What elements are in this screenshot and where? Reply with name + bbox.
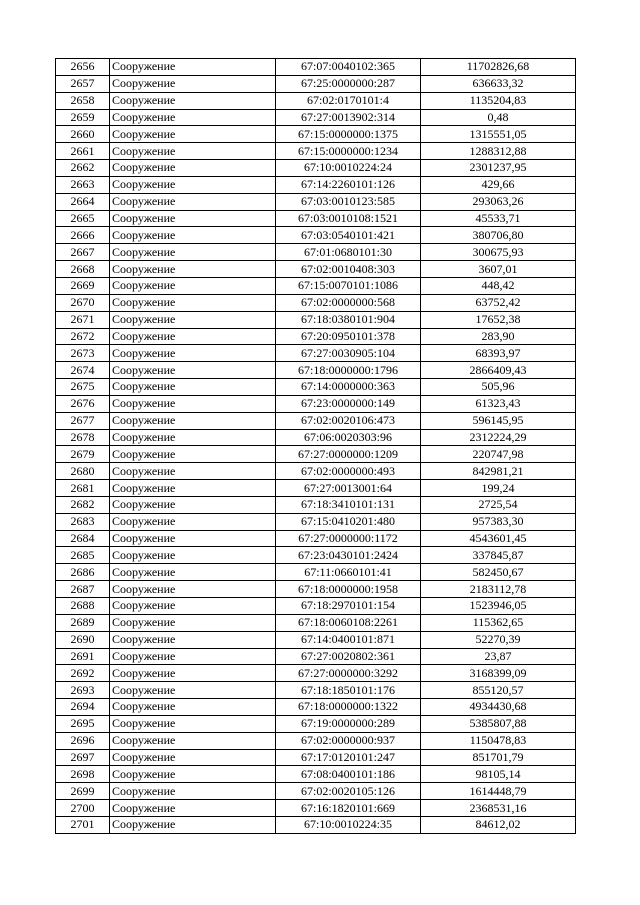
- table-row: [56, 732, 576, 749]
- object-type-cell: Сооружение: [110, 75, 276, 92]
- row-number-cell: 2664: [56, 193, 110, 210]
- cadastral-value-cell: 636633,32: [421, 75, 576, 92]
- cadastral-number-cell: 67:17:0120101:247: [276, 749, 421, 766]
- table-row: [56, 412, 576, 429]
- table-row: [56, 395, 576, 412]
- table-row: [56, 379, 576, 396]
- cadastral-value-cell: 61323,43: [421, 395, 576, 412]
- row-number-cell: 2669: [56, 277, 110, 294]
- cadastral-number-cell: 67:14:2260101:126: [276, 176, 421, 193]
- table-row: [56, 715, 576, 732]
- table-row: [56, 345, 576, 362]
- cadastral-number-cell: 67:20:0950101:378: [276, 328, 421, 345]
- cadastral-number-cell: 67:14:0400101:871: [276, 631, 421, 648]
- table-row: [56, 176, 576, 193]
- table-row: [56, 160, 576, 177]
- table-row: [56, 513, 576, 530]
- table-row: [56, 362, 576, 379]
- row-number-cell: 2683: [56, 513, 110, 530]
- table-row: [56, 480, 576, 497]
- property-table: [55, 58, 576, 834]
- cadastral-number-cell: 67:27:0030905:104: [276, 345, 421, 362]
- cadastral-value-cell: 2866409,43: [421, 362, 576, 379]
- object-type-cell: Сооружение: [110, 766, 276, 783]
- cadastral-number-cell: 67:19:0000000:289: [276, 715, 421, 732]
- object-type-cell: Сооружение: [110, 496, 276, 513]
- table-row: [56, 631, 576, 648]
- table-row: [56, 614, 576, 631]
- object-type-cell: Сооружение: [110, 277, 276, 294]
- row-number-cell: 2692: [56, 665, 110, 682]
- row-number-cell: 2691: [56, 648, 110, 665]
- object-type-cell: Сооружение: [110, 412, 276, 429]
- object-type-cell: Сооружение: [110, 244, 276, 261]
- cadastral-value-cell: 337845,87: [421, 547, 576, 564]
- cadastral-number-cell: 67:18:0000000:1322: [276, 699, 421, 716]
- object-type-cell: Сооружение: [110, 581, 276, 598]
- cadastral-value-cell: 199,24: [421, 480, 576, 497]
- object-type-cell: Сооружение: [110, 379, 276, 396]
- cadastral-value-cell: 293063,26: [421, 193, 576, 210]
- cadastral-number-cell: 67:27:0013902:314: [276, 109, 421, 126]
- cadastral-value-cell: 17652,38: [421, 311, 576, 328]
- cadastral-value-cell: 957383,30: [421, 513, 576, 530]
- table-row: [56, 277, 576, 294]
- object-type-cell: Сооружение: [110, 92, 276, 109]
- row-number-cell: 2666: [56, 227, 110, 244]
- row-number-cell: 2698: [56, 766, 110, 783]
- cadastral-number-cell: 67:18:1850101:176: [276, 682, 421, 699]
- table-row: [56, 699, 576, 716]
- cadastral-value-cell: 4543601,45: [421, 530, 576, 547]
- cadastral-value-cell: 2368531,16: [421, 800, 576, 817]
- table-row: [56, 749, 576, 766]
- cadastral-value-cell: 448,42: [421, 277, 576, 294]
- table-row: [56, 92, 576, 109]
- object-type-cell: Сооружение: [110, 682, 276, 699]
- object-type-cell: Сооружение: [110, 513, 276, 530]
- cadastral-number-cell: 67:02:0000000:568: [276, 294, 421, 311]
- cadastral-number-cell: 67:16:1820101:669: [276, 800, 421, 817]
- table-row: [56, 665, 576, 682]
- row-number-cell: 2678: [56, 429, 110, 446]
- cadastral-value-cell: 45533,71: [421, 210, 576, 227]
- row-number-cell: 2695: [56, 715, 110, 732]
- table-row: [56, 446, 576, 463]
- cadastral-value-cell: 1614448,79: [421, 783, 576, 800]
- cadastral-number-cell: 67:27:0013001:64: [276, 480, 421, 497]
- cadastral-number-cell: 67:18:2970101:154: [276, 598, 421, 615]
- row-number-cell: 2687: [56, 581, 110, 598]
- cadastral-value-cell: 1135204,83: [421, 92, 576, 109]
- object-type-cell: Сооружение: [110, 530, 276, 547]
- table-row: [56, 648, 576, 665]
- cadastral-number-cell: 67:27:0000000:1209: [276, 446, 421, 463]
- cadastral-number-cell: 67:06:0020303:96: [276, 429, 421, 446]
- object-type-cell: Сооружение: [110, 227, 276, 244]
- cadastral-number-cell: 67:08:0400101:186: [276, 766, 421, 783]
- cadastral-value-cell: 851701,79: [421, 749, 576, 766]
- row-number-cell: 2697: [56, 749, 110, 766]
- table-row: [56, 682, 576, 699]
- row-number-cell: 2679: [56, 446, 110, 463]
- row-number-cell: 2700: [56, 800, 110, 817]
- object-type-cell: Сооружение: [110, 463, 276, 480]
- cadastral-number-cell: 67:07:0040102:365: [276, 59, 421, 76]
- object-type-cell: Сооружение: [110, 395, 276, 412]
- table-body: [56, 59, 576, 834]
- table-row: [56, 429, 576, 446]
- cadastral-number-cell: 67:02:0000000:493: [276, 463, 421, 480]
- cadastral-value-cell: 1523946,05: [421, 598, 576, 615]
- object-type-cell: Сооружение: [110, 816, 276, 833]
- object-type-cell: Сооружение: [110, 547, 276, 564]
- cadastral-number-cell: 67:27:0000000:3292: [276, 665, 421, 682]
- table-row: [56, 463, 576, 480]
- cadastral-value-cell: 3607,01: [421, 261, 576, 278]
- table-row: [56, 581, 576, 598]
- cadastral-value-cell: 63752,42: [421, 294, 576, 311]
- table-row: [56, 75, 576, 92]
- cadastral-number-cell: 67:10:0010224:24: [276, 160, 421, 177]
- cadastral-number-cell: 67:15:0000000:1234: [276, 143, 421, 160]
- cadastral-number-cell: 67:23:0000000:149: [276, 395, 421, 412]
- object-type-cell: Сооружение: [110, 648, 276, 665]
- row-number-cell: 2671: [56, 311, 110, 328]
- cadastral-number-cell: 67:18:0380101:904: [276, 311, 421, 328]
- object-type-cell: Сооружение: [110, 311, 276, 328]
- object-type-cell: Сооружение: [110, 176, 276, 193]
- table-row: [56, 598, 576, 615]
- cadastral-value-cell: 2312224,29: [421, 429, 576, 446]
- cadastral-number-cell: 67:10:0010224:35: [276, 816, 421, 833]
- table-row: [56, 109, 576, 126]
- table-row: [56, 564, 576, 581]
- row-number-cell: 2681: [56, 480, 110, 497]
- row-number-cell: 2696: [56, 732, 110, 749]
- table-row: [56, 227, 576, 244]
- cadastral-number-cell: 67:02:0020106:473: [276, 412, 421, 429]
- row-number-cell: 2699: [56, 783, 110, 800]
- object-type-cell: Сооружение: [110, 783, 276, 800]
- object-type-cell: Сооружение: [110, 362, 276, 379]
- cadastral-value-cell: 842981,21: [421, 463, 576, 480]
- table-row: [56, 59, 576, 76]
- cadastral-number-cell: 67:03:0010123:585: [276, 193, 421, 210]
- cadastral-value-cell: 84612,02: [421, 816, 576, 833]
- cadastral-value-cell: 596145,95: [421, 412, 576, 429]
- cadastral-number-cell: 67:15:0070101:1086: [276, 277, 421, 294]
- table-row: [56, 800, 576, 817]
- cadastral-value-cell: 855120,57: [421, 682, 576, 699]
- row-number-cell: 2667: [56, 244, 110, 261]
- table-row: [56, 547, 576, 564]
- cadastral-value-cell: 429,66: [421, 176, 576, 193]
- table-row: [56, 783, 576, 800]
- object-type-cell: Сооружение: [110, 59, 276, 76]
- cadastral-value-cell: 11702826,68: [421, 59, 576, 76]
- cadastral-number-cell: 67:01:0680101:30: [276, 244, 421, 261]
- cadastral-value-cell: 1315551,05: [421, 126, 576, 143]
- row-number-cell: 2662: [56, 160, 110, 177]
- cadastral-value-cell: 2301237,95: [421, 160, 576, 177]
- row-number-cell: 2680: [56, 463, 110, 480]
- cadastral-value-cell: 220747,98: [421, 446, 576, 463]
- cadastral-number-cell: 67:23:0430101:2424: [276, 547, 421, 564]
- cadastral-value-cell: 98105,14: [421, 766, 576, 783]
- row-number-cell: 2684: [56, 530, 110, 547]
- row-number-cell: 2665: [56, 210, 110, 227]
- table-row: [56, 311, 576, 328]
- object-type-cell: Сооружение: [110, 143, 276, 160]
- cadastral-number-cell: 67:15:0410201:480: [276, 513, 421, 530]
- cadastral-value-cell: 1150478,83: [421, 732, 576, 749]
- row-number-cell: 2670: [56, 294, 110, 311]
- object-type-cell: Сооружение: [110, 429, 276, 446]
- table-row: [56, 496, 576, 513]
- object-type-cell: Сооружение: [110, 294, 276, 311]
- object-type-cell: Сооружение: [110, 631, 276, 648]
- table-row: [56, 328, 576, 345]
- cadastral-value-cell: 300675,93: [421, 244, 576, 261]
- cadastral-value-cell: 5385807,88: [421, 715, 576, 732]
- cadastral-value-cell: 4934430,68: [421, 699, 576, 716]
- row-number-cell: 2658: [56, 92, 110, 109]
- cadastral-number-cell: 67:27:0020802:361: [276, 648, 421, 665]
- object-type-cell: Сооружение: [110, 261, 276, 278]
- object-type-cell: Сооружение: [110, 665, 276, 682]
- row-number-cell: 2663: [56, 176, 110, 193]
- row-number-cell: 2661: [56, 143, 110, 160]
- cadastral-number-cell: 67:15:0000000:1375: [276, 126, 421, 143]
- object-type-cell: Сооружение: [110, 109, 276, 126]
- row-number-cell: 2676: [56, 395, 110, 412]
- object-type-cell: Сооружение: [110, 446, 276, 463]
- object-type-cell: Сооружение: [110, 749, 276, 766]
- object-type-cell: Сооружение: [110, 699, 276, 716]
- object-type-cell: Сооружение: [110, 160, 276, 177]
- table-row: [56, 294, 576, 311]
- row-number-cell: 2682: [56, 496, 110, 513]
- row-number-cell: 2674: [56, 362, 110, 379]
- cadastral-number-cell: 67:02:0010408:303: [276, 261, 421, 278]
- cadastral-number-cell: 67:25:0000000:287: [276, 75, 421, 92]
- row-number-cell: 2694: [56, 699, 110, 716]
- object-type-cell: Сооружение: [110, 126, 276, 143]
- cadastral-number-cell: 67:18:0000000:1958: [276, 581, 421, 598]
- cadastral-value-cell: 1288312,88: [421, 143, 576, 160]
- cadastral-number-cell: 67:14:0000000:363: [276, 379, 421, 396]
- cadastral-number-cell: 67:18:0060108:2261: [276, 614, 421, 631]
- object-type-cell: Сооружение: [110, 598, 276, 615]
- cadastral-value-cell: 505,96: [421, 379, 576, 396]
- object-type-cell: Сооружение: [110, 715, 276, 732]
- row-number-cell: 2686: [56, 564, 110, 581]
- row-number-cell: 2675: [56, 379, 110, 396]
- cadastral-value-cell: 68393,97: [421, 345, 576, 362]
- cadastral-number-cell: 67:02:0000000:937: [276, 732, 421, 749]
- table-row: [56, 261, 576, 278]
- table-row: [56, 816, 576, 833]
- object-type-cell: Сооружение: [110, 480, 276, 497]
- row-number-cell: 2672: [56, 328, 110, 345]
- object-type-cell: Сооружение: [110, 564, 276, 581]
- object-type-cell: Сооружение: [110, 732, 276, 749]
- cadastral-value-cell: 2725,54: [421, 496, 576, 513]
- object-type-cell: Сооружение: [110, 345, 276, 362]
- cadastral-value-cell: 115362,65: [421, 614, 576, 631]
- cadastral-value-cell: 52270,39: [421, 631, 576, 648]
- cadastral-number-cell: 67:18:3410101:131: [276, 496, 421, 513]
- table-row: [56, 143, 576, 160]
- cadastral-value-cell: 2183112,78: [421, 581, 576, 598]
- cadastral-number-cell: 67:11:0660101:41: [276, 564, 421, 581]
- cadastral-value-cell: 380706,80: [421, 227, 576, 244]
- cadastral-number-cell: 67:03:0010108:1521: [276, 210, 421, 227]
- cadastral-value-cell: 0,48: [421, 109, 576, 126]
- cadastral-value-cell: 283,90: [421, 328, 576, 345]
- cadastral-value-cell: 3168399,09: [421, 665, 576, 682]
- cadastral-number-cell: 67:27:0000000:1172: [276, 530, 421, 547]
- cadastral-value-cell: 23,87: [421, 648, 576, 665]
- table-row: [56, 244, 576, 261]
- row-number-cell: 2659: [56, 109, 110, 126]
- row-number-cell: 2693: [56, 682, 110, 699]
- row-number-cell: 2685: [56, 547, 110, 564]
- cadastral-number-cell: 67:03:0540101:421: [276, 227, 421, 244]
- row-number-cell: 2677: [56, 412, 110, 429]
- row-number-cell: 2689: [56, 614, 110, 631]
- cadastral-number-cell: 67:02:0170101:4: [276, 92, 421, 109]
- table-row: [56, 193, 576, 210]
- table-row: [56, 766, 576, 783]
- object-type-cell: Сооружение: [110, 614, 276, 631]
- row-number-cell: 2656: [56, 59, 110, 76]
- row-number-cell: 2668: [56, 261, 110, 278]
- cadastral-value-cell: 582450,67: [421, 564, 576, 581]
- row-number-cell: 2701: [56, 816, 110, 833]
- object-type-cell: Сооружение: [110, 328, 276, 345]
- row-number-cell: 2660: [56, 126, 110, 143]
- row-number-cell: 2657: [56, 75, 110, 92]
- row-number-cell: 2690: [56, 631, 110, 648]
- table-row: [56, 530, 576, 547]
- cadastral-number-cell: 67:18:0000000:1796: [276, 362, 421, 379]
- object-type-cell: Сооружение: [110, 210, 276, 227]
- table-row: [56, 126, 576, 143]
- table-row: [56, 210, 576, 227]
- cadastral-number-cell: 67:02:0020105:126: [276, 783, 421, 800]
- object-type-cell: Сооружение: [110, 800, 276, 817]
- row-number-cell: 2673: [56, 345, 110, 362]
- object-type-cell: Сооружение: [110, 193, 276, 210]
- row-number-cell: 2688: [56, 598, 110, 615]
